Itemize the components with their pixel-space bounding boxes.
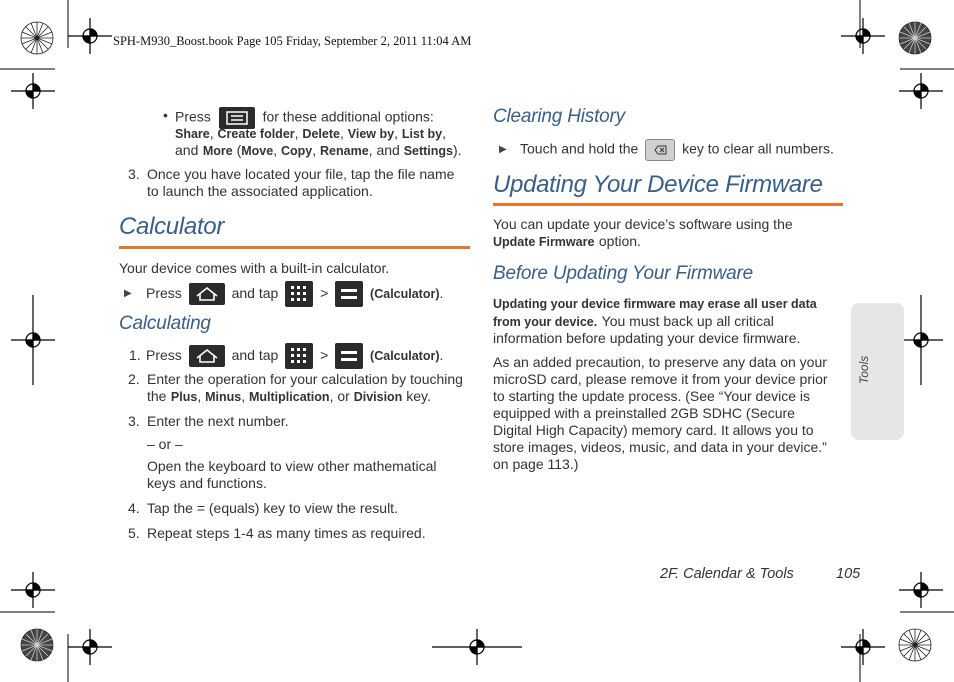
update-firmware-option: Update Firmware xyxy=(493,235,595,249)
s1-number: 1. xyxy=(129,347,141,363)
updating-rule xyxy=(493,203,843,206)
print-header: SPH-M930_Boost.book Page 105 Friday, September 2, 2011 11:04 AM xyxy=(113,34,472,48)
or-separator: – or – xyxy=(147,436,183,452)
opt-copy: Copy xyxy=(280,144,313,158)
clear-history-line xyxy=(520,139,834,161)
section-tab-label: Tools xyxy=(857,355,871,384)
precaution-line-4: equipped with a preinstalled 2GB SDHC (Secure xyxy=(493,405,795,421)
opt-more: More xyxy=(202,144,233,158)
calculator-app-icon xyxy=(335,343,363,369)
minus-key-label: Minus xyxy=(205,390,242,404)
opt-create-folder: Create folder xyxy=(217,127,295,141)
s3-alt-line1: Open the keyboard to view other mathematical xyxy=(147,458,437,474)
step3-line2: to launch the associated application. xyxy=(147,183,373,199)
precaution-line-7: on page 113.) xyxy=(493,456,579,472)
s1-press-text: Press xyxy=(146,347,182,363)
s3-text: Enter the next number. xyxy=(147,413,289,429)
bullet-press-text: Press xyxy=(175,108,211,125)
opt-view-by: View by xyxy=(347,127,395,141)
s5-text: Repeat steps 1-4 as many times as required. xyxy=(147,525,426,541)
opt-list-by: List by xyxy=(401,127,443,141)
home-icon xyxy=(189,283,225,305)
press-text: Press xyxy=(146,285,182,301)
before-updating-heading: Before Updating Your Firmware xyxy=(493,263,753,284)
bullet-tail-text: for these additional options: xyxy=(262,108,434,125)
calc-intro: Your device comes with a built-in calculator. xyxy=(119,260,390,276)
and-tap-text: and tap xyxy=(231,285,279,301)
opt-settings: Settings xyxy=(403,144,453,158)
update-line1: You can update your device’s software using the xyxy=(493,216,793,232)
step3-number: 3. xyxy=(128,166,140,182)
calculator-rule xyxy=(119,246,470,249)
calculating-heading: Calculating xyxy=(119,313,211,334)
s1-and-tap-text: and tap xyxy=(231,347,279,363)
options-line-2: and More (Move, Copy, Rename, and Settings). xyxy=(175,142,462,158)
s4-number: 4. xyxy=(128,500,140,516)
footer-section: 2F. Calendar & Tools xyxy=(660,566,794,582)
s5-number: 5. xyxy=(128,525,140,541)
s3-alt-line2: keys and functions. xyxy=(147,475,267,491)
home-icon xyxy=(189,345,225,367)
warning-bold-line1: Updating your device firmware may erase all user data xyxy=(493,297,817,311)
opt-delete: Delete xyxy=(302,127,340,141)
clear-pre-text: Touch and hold the xyxy=(520,140,639,157)
page-number: 105 xyxy=(836,566,861,582)
update-line2: Update Firmware option. xyxy=(493,233,641,249)
s1-calculator-label: (Calculator) xyxy=(370,349,440,363)
gt-sign: > xyxy=(320,285,329,301)
apps-grid-icon xyxy=(285,343,313,369)
s2-line1: Enter the operation for your calculation by touching xyxy=(147,371,463,387)
calculator-app-icon xyxy=(335,281,363,307)
bullet-dot: • xyxy=(163,107,168,123)
opt-rename: Rename xyxy=(320,144,369,158)
opt-share: Share xyxy=(175,127,210,141)
bullet-arrow-icon: ▶ xyxy=(124,288,132,299)
multiplication-key-label: Multiplication xyxy=(249,390,330,404)
calculator-heading: Calculator xyxy=(119,213,225,240)
opt-move: Move xyxy=(241,144,274,158)
warning-line2: from your device. You must back up all critical xyxy=(493,313,774,329)
apps-grid-icon xyxy=(285,281,313,307)
s1-line: Press and tap > (Calculator). xyxy=(146,342,443,369)
step3-line1: Once you have located your file, tap the file name xyxy=(147,166,455,182)
division-key-label: Division xyxy=(353,390,403,404)
s1-gt-sign: > xyxy=(320,347,329,363)
clearing-history-heading: Clearing History xyxy=(493,106,625,127)
opt-and: and xyxy=(175,142,199,158)
updating-firmware-heading: Updating Your Device Firmware xyxy=(493,171,823,198)
delete-key-icon xyxy=(645,139,675,161)
plus-key-label: Plus xyxy=(170,390,198,404)
clear-post-text: key to clear all numbers. xyxy=(682,140,834,157)
s2-number: 2. xyxy=(128,371,140,387)
precaution-line-2: microSD card, please remove it from your device prior xyxy=(493,371,828,387)
precaution-line-6: store images, videos, music, and data in your device.” xyxy=(493,439,827,455)
options-line-1: Share, Create folder, Delete, View by, List by, xyxy=(175,125,447,141)
precaution-line-3: to starting the update process. (See “Your device is xyxy=(493,388,810,404)
warning-line3: information before updating your device firmware. xyxy=(493,330,801,346)
bullet-arrow-icon: ▶ xyxy=(499,144,507,155)
calculator-label: (Calculator) xyxy=(370,287,440,301)
precaution-line-5: Digital High Capacity) memory card. It allows you to xyxy=(493,422,814,438)
calc-launch-line: Press and tap > (Calculator). xyxy=(146,280,443,307)
s4-text: Tap the = (equals) key to view the result. xyxy=(147,500,398,516)
opt-and-2: and xyxy=(376,142,400,158)
s2-line2: the Plus, Minus, Multiplication, or Division key. xyxy=(147,388,431,404)
s3-number: 3. xyxy=(128,413,140,429)
precaution-line-1: As an added precaution, to preserve any data on your xyxy=(493,354,827,370)
warning-bold-line2: from your device. xyxy=(493,315,598,329)
